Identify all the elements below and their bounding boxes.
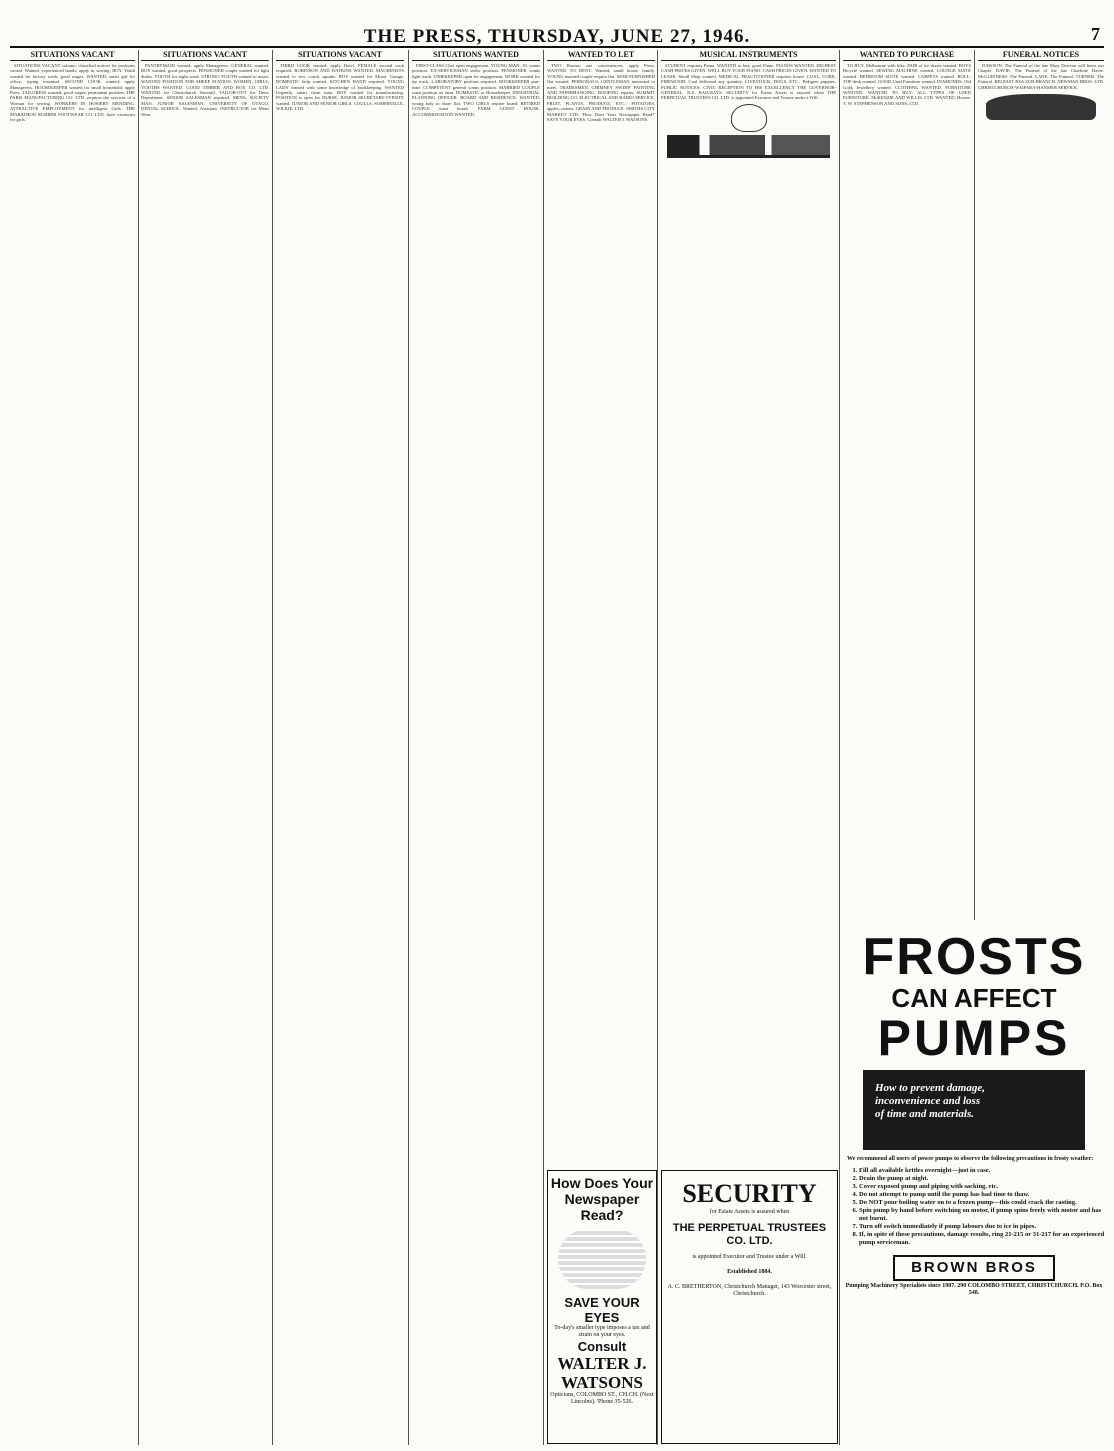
motor-coach-icon [986,94,1096,120]
frosts-step: 7. Turn off switch immediately if pump labours due to ice in pipes. [859,1223,1105,1231]
column-heading: FUNERAL NOTICES [978,50,1104,61]
optician-consult: Consult [577,1339,627,1354]
frozen-pump-icon [863,1070,1085,1150]
frosts-step: 1. Fill all available kettles overnight—just in case. [859,1167,1105,1175]
frosts-pumps-advert [843,930,1105,1445]
optician-name: WALTER J. WATSONS [557,1354,647,1392]
column-text: PANTRYMAID wanted; apply Manageress. GENERAL wanted. BOY wanted, good prospects. PENSIONER couple wanted for light duties. YOUTH for night work. STRONG YOUTH wanted to assist. WANTED POSITION FOR SHEEP STATION. WOMEN, GIRLS, YOUTHS WANTED. GOOD TIMBER AND BOX CO. LTD. WANTED for Christchurch Sawmill. TAILOR-OUT for Dress Department. SENIOR SALESMAN required. MENS, SOCIETY MAN. JUNIOR SALESMAN. UNIVERSITY OF OTAGO, DENTAL SCHOOL. Wanted, Assistant. INSTRUCTOR for Mens Wear. [141,63,269,117]
security-text: for Estate Assets is assured when [709,1209,790,1215]
column-rule [543,50,544,1445]
column-5 [547,50,655,1165]
security-headline: SECURITY [682,1179,817,1208]
column-8 [978,50,1104,920]
column-3 [276,50,404,1445]
column-rule [138,50,139,1445]
frosts-line2: CAN AFFECT [891,983,1057,1013]
frosts-tagline: How to prevent damage, inconvenience and loss of time and materials. [875,1082,985,1120]
eyes-icon [558,1229,646,1289]
page-number: 7 [1091,24,1100,44]
frosts-line3: PUMPS [877,1010,1071,1066]
frosts-step: 8. If, in spite of these precautions, damage results, ring 21-215 or 31-217 for an experienced pump serviceman. [859,1231,1105,1247]
column-4 [412,50,540,1445]
security-text2: is appointed Executor and Trustee under a Will. [692,1254,807,1260]
column-1 [10,50,135,1445]
column-6 [661,50,836,1165]
frosts-step: 4. Do not attempt to pump until the pump has had time to thaw. [859,1191,1105,1199]
column-rule [974,50,975,920]
column-text: FIRST-CLASS Chef open engagement. YOUNG MAN, 19, wants position. EX-SERVICEMAN seeks position. PENSIONER wants light work. TIMEKEEPER open for engagement. WORK wanted for tip truck. LABORATORY position required. BOOKKEEPER part-time. COMPETENT general wants position. MARRIED COUPLE want position on farm. DOMESTIC or Housekeeper. INDUSTRIAL PLANNING OFFICER. BOARD AND RESIDENCE: WANTED, young lady to share flat. TWO GIRLS require board. RETIRED COUPLE want board. FARM GUEST HOUSE. ACCOMMODATION WANTED. [412,63,540,117]
frosts-step: 2. Drain the pump at night. [859,1175,1105,1183]
column-rule [408,50,409,1445]
column-rule [657,50,658,1445]
column-heading: WANTED TO PURCHASE [843,50,971,61]
column-2 [141,50,269,1445]
column-text: SITUATIONS VACANT column: classified notices for positions vacant. Wanted, experienced hands; apply in writing. BOY, Youth wanted for factory work; good wages. WANTED, smart girl for office; typing essential. SECOND COOK wanted; apply Manageress. HOUSEKEEPER wanted for small household; apply Press. TAILORESS wanted; good wages, permanent position. THE PARIS MANUFACTURING CO. LTD. requires the services of a Woman for sewing. WORKERS IN HOSIERY MENDING. ATTRACTIVE EMPLOYMENT for intelligent Girls. THE MARATHON RUBBER FOOTWEAR CO. LTD. have vacancies for girls. [10,63,135,123]
column-7 [843,50,971,920]
masthead [10,24,1104,48]
column-heading: SITUATIONS WANTED [412,50,540,61]
security-established: Established 1884. [727,1269,772,1275]
column-text: STUDENT requires Piano. WANTED to buy, good Piano. PIANOS WANTED. HIGHEST CASH PRICES GIVEN. WELL BUY YOUR PIANO. CASH PRICES GIVEN. WANTED TO LEASE: Small Shop wanted. MEDICAL PRACTITIONER requires house. COAL, COKE, FIREWOOD: Coal delivered any quantity. LIVESTOCK, DOGS, ETC.: Pedigree puppies. PUBLIC NOTICES: CIVIC RECEPTION TO HIS EXCELLENCY THE GOVERNOR-GENERAL. N.Z. RAILWAYS. SECURITY for Estate Assets is assured when THE PERPETUAL TRUSTEES CO. LTD. is appointed Executor and Trustee under a Will. [661,63,836,101]
column-text: DAWSON: The Funeral of the late Mary Dawson will leave our Chapel. DAVIE: The Funeral of the late Charlotte Davie. McGUINNESS: The Funeral. LANE: The Funeral. TURNER: The Funeral. BELFAST RSA SUB-BRANCH. NEWMAN BROS. LTD. CHRISTCHURCH-WAIPARA-HANMER SERVICE. [978,63,1104,90]
optician-save: SAVE YOUR EYES [564,1295,640,1325]
frosts-step: 6. Spin pump by hand before switching on motor, if pump spins freely with motor and has not burnt. [859,1207,1105,1223]
coat-of-arms-icon [731,104,767,132]
optician-advert [547,1170,657,1444]
optician-sub: To-day's smaller type imposes a tax and strain on your eyes. [554,1325,650,1338]
frosts-footer: Pumping Machinery Specialists since 1907. 290 COLOMBO STREET, CHRISTCHURCH. P.O. Box 548. [845,1283,1103,1296]
column-rule [272,50,273,1445]
column-heading: MUSICAL INSTRUMENTS [661,50,836,61]
frosts-step: 3. Cover exposed pump and piping with sacking, etc. [859,1183,1105,1191]
optician-headline: How Does Your Newspaper Read? [550,1175,654,1223]
column-heading: SITUATIONS VACANT [10,50,135,61]
column-heading: SITUATIONS VACANT [276,50,404,61]
frosts-intro: We recommend all users of power pumps to observe the following precautions in frosty weather: [847,1156,1094,1162]
optician-address: Opticians, COLOMBO ST., CH.CH. (Next Lincolns). 'Phone 35-526. [550,1392,654,1405]
column-text: THIRD COOK wanted; apply Hotel. FEMALE second cook required. ROBINSON AND WATKINS WANTED. MACHINISTS wanted to sew couch squabs. BOY wanted for Motor Garage. DOMESTIC help wanted. KITCHEN HAND required. YOUNG LADY wanted with some knowledge of bookkeeping. WANTED Urgently, smart clean man. BOY wanted for manufacturing. POSITION is open for NURSE. JUNIOR SECRETARY-TYPISTE wanted. JUNIOR AND SENIOR GIRLS. COULLS, SOMERVILLE, WILKIE, LTD. [276,63,404,112]
page-title: THE PRESS, THURSDAY, JUNE 27, 1946. [363,26,751,47]
frosts-line1: FROSTS [862,930,1086,986]
frosts-steps [859,1167,1105,1247]
column-rule [839,50,840,1445]
column-heading: SITUATIONS VACANT [141,50,269,61]
security-company: THE PERPETUAL TRUSTEES CO. LTD. [672,1222,827,1247]
brown-bros-logo: BROWN BROS [893,1255,1055,1281]
column-text: TWO Rooms, use conveniences; apply Press. WANTED TO RENT: Wanted, small house, family. YOUNG married couple require flat. SEMI-FURNISHED flat wanted. PERSONALS: GENTLEMAN interested to meet. TRADESMEN: CHIMNEY SWEEP. PAINTING AND PAPERHANGING. ROOFING repairs. SUMMIT BUILDING CO. ELECTRICAL AND RADIO SERVICE. FRUIT, PLANTS, PRODUCE, ETC.: POTATOES, apples, onions. GRAIN AND PRODUCE. SMITHS CITY MARKET LTD. 'How Does Your Newspaper Read?' SAVE YOUR EYES. Consult WALTER J. WATSONS. [547,63,655,123]
security-manager: A. C. BRETHERTON, Christchurch Manager, 143 Worcester street, Christchurch. [667,1284,832,1297]
column-heading: WANTED TO LET [547,50,655,61]
frosts-step: 5. Do NOT pour boiling water on to a frozen pump—this could crack the casting. [859,1199,1105,1207]
column-text: TO BUY, Melbourne with bike. PAIR of ice skates wanted. BOYS Bicycle wanted. SEWING MACHINE wanted. LOUNGE SUITE wanted. BEDROOM SUITE wanted. CARPETS wanted. ROLL-TOP desk wanted. GOOD Used Furniture wanted. DIAMONDS, Old Gold, Jewellery wanted. CLOTHING WANTED. FURNITURE WANTED. WANTED TO BUY: ALL TYPES OF USED FURNITURE. McKENZIE AND WILLIS, LTD. WANTED, Horses. T. W. STEPHENSON AND SONS, LTD. [843,63,971,106]
security-advert [661,1170,838,1444]
railway-train-icon [667,135,830,158]
